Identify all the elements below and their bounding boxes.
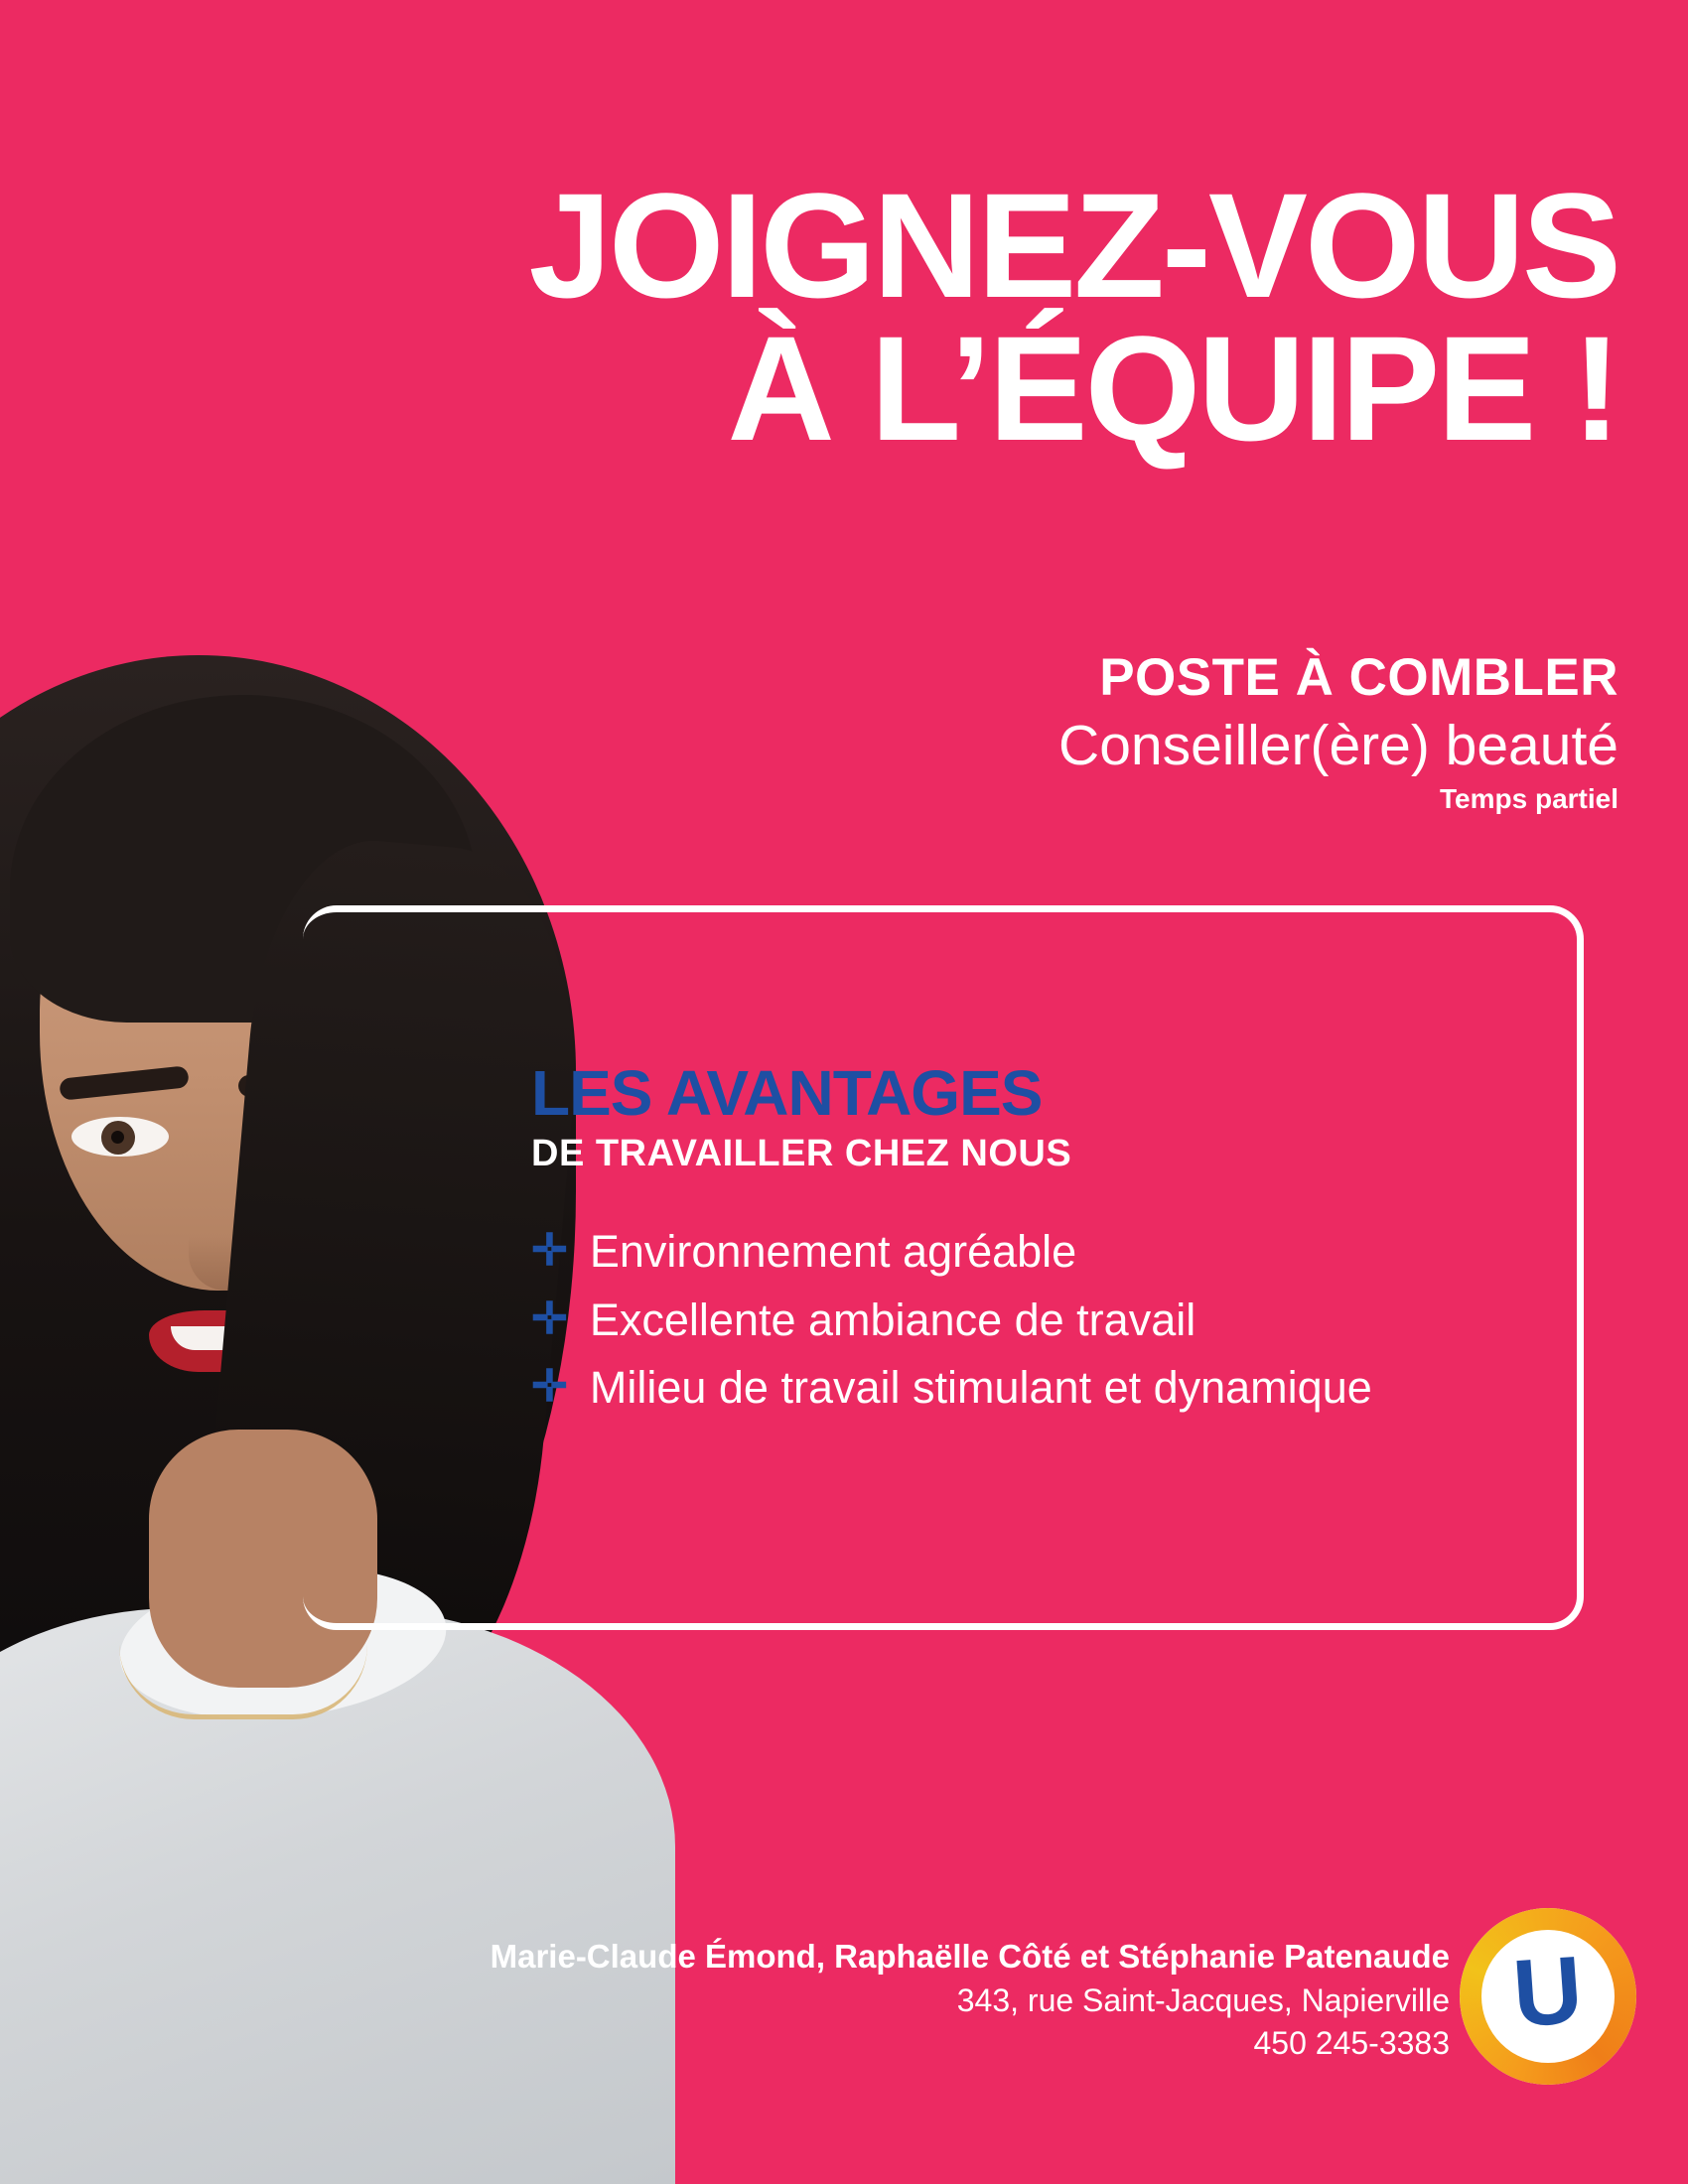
plus-icon: ✛ (531, 1362, 568, 1411)
plus-icon: ✛ (531, 1226, 568, 1275)
store-address: 343, rue Saint-Jacques, Napierville (956, 1981, 1450, 2018)
advantages-card (303, 905, 1584, 1630)
eyebrow-left (59, 1065, 190, 1100)
advantages-card-content (531, 1057, 1517, 1428)
list-item-label: Excellente ambiance de travail (589, 1294, 1196, 1345)
logo-core (1481, 1930, 1615, 2063)
list-item (531, 1292, 1517, 1350)
list-item (531, 1223, 1517, 1282)
position-kicker: POSTE À COMBLER (1099, 648, 1618, 707)
advantages-subtitle: DE TRAVAILLER CHEZ NOUS (531, 1133, 1072, 1174)
contact-block (491, 1935, 1450, 2065)
advantages-title: LES AVANTAGES (531, 1057, 1043, 1129)
uniprix-logo (1460, 1908, 1636, 2085)
position-title: Conseiller(ère) beauté (1058, 713, 1618, 777)
logo-ring (1460, 1908, 1636, 2085)
owner-names: Marie-Claude Émond, Raphaëlle Côté et Stéphanie Patenaude (490, 1938, 1450, 1976)
headline-line-2: À L’ÉQUIPE ! (727, 305, 1618, 472)
position-schedule: Temps partiel (1440, 783, 1618, 815)
headline-line-1: JOIGNEZ-VOUS (528, 162, 1618, 329)
eye-left (71, 1117, 169, 1157)
list-item-label: Milieu de travail stimulant et dynamique (589, 1362, 1372, 1413)
iris-left (101, 1121, 135, 1155)
store-phone: 450 245-3383 (1253, 2024, 1450, 2061)
advantages-list (531, 1223, 1517, 1418)
list-item-label: Environnement agréable (589, 1226, 1077, 1277)
page-title (0, 162, 1618, 472)
position-block (1058, 650, 1618, 815)
plus-icon: ✛ (531, 1294, 568, 1343)
necklace-shape (119, 1645, 367, 1719)
list-item (531, 1359, 1517, 1418)
logo-letter: U (1509, 1936, 1587, 2048)
